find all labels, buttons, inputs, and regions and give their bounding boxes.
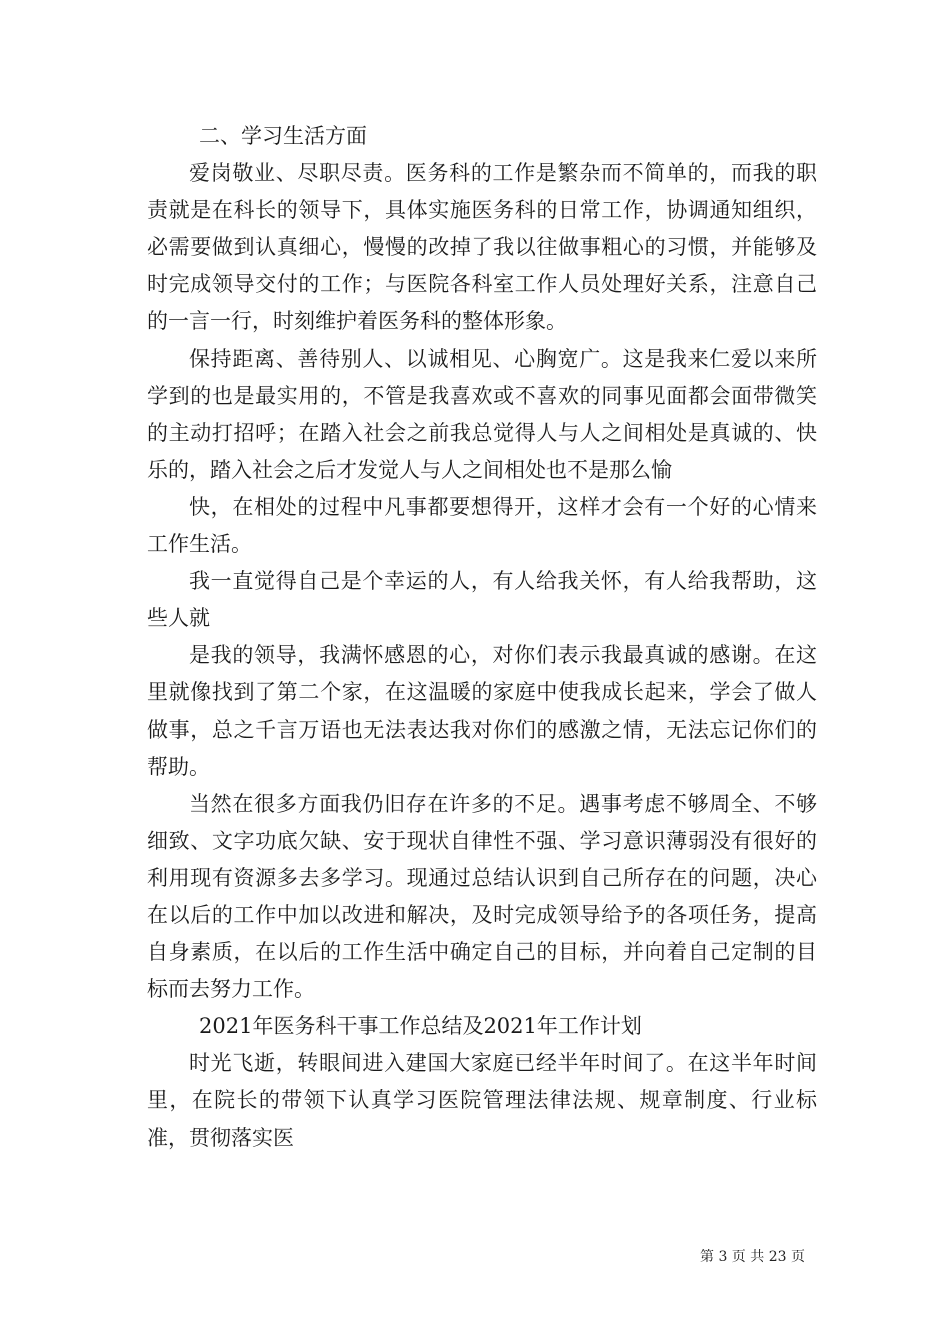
paragraph: 是我的领导，我满怀感恩的心，对你们表示我最真诚的感谢。在这里就像找到了第二个家，在这温暖的家庭中使我成长起来，学会了做人做事，总之千言万语也无法表达我对你们的感激之情，无法忘记你们的帮助。 [147,643,817,779]
paragraph: 保持距离、善待别人、以诚相见、心胸宽广。这是我来仁爱以来所学到的也是最实用的，不管是我喜欢或不喜欢的同事见面都会面带微笑的主动打招呼；在踏入社会之前我总觉得人与人之间相处是真诚的、快乐的，踏入社会之后才发觉人与人之间相处也不是那么愉 [147,346,817,482]
paragraph: 爱岗敬业、尽职尽责。医务科的工作是繁杂而不简单的，而我的职责就是在科长的领导下，具体实施医务科的日常工作，协调通知组织，必需要做到认真细心，慢慢的改掉了我以往做事粗心的习惯，并能够及时完成领导交付的工作；与医院各科室工作人员处理好关系，注意自己的一言一行，时刻维护着医务科的整体形象。 [147,161,817,334]
paragraph: 时光飞逝，转眼间进入建国大家庭已经半年时间了。在这半年时间里，在院长的带领下认真学习医院管理法律法规、规章制度、行业标准，贯彻落实医 [147,1051,817,1150]
document-body [147,118,817,1157]
paragraph: 快，在相处的过程中凡事都要想得开，这样才会有一个好的心情来工作生活。 [147,494,817,557]
paragraph: 我一直觉得自己是个幸运的人，有人给我关怀，有人给我帮助，这些人就 [147,569,817,631]
article-title: 2021年医务科干事工作总结及2021年工作计划 [199,1014,642,1039]
page-number: 第 3 页 共 23 页 [700,1249,805,1265]
section-heading: 二、学习生活方面 [199,124,367,148]
paragraph: 当然在很多方面我仍旧存在许多的不足。遇事考虑不够周全、不够细致、文字功底欠缺、安于现状自律性不强、学习意识薄弱没有很好的利用现有资源多去多学习。现通过总结认识到自己所存在的问题，决心在以后的工作中加以改进和解决，及时完成领导给予的各项任务，提高自身素质，在以后的工作生活中确定自己的目标，并向着自己定制的目标而去努力工作。 [147,791,817,1002]
